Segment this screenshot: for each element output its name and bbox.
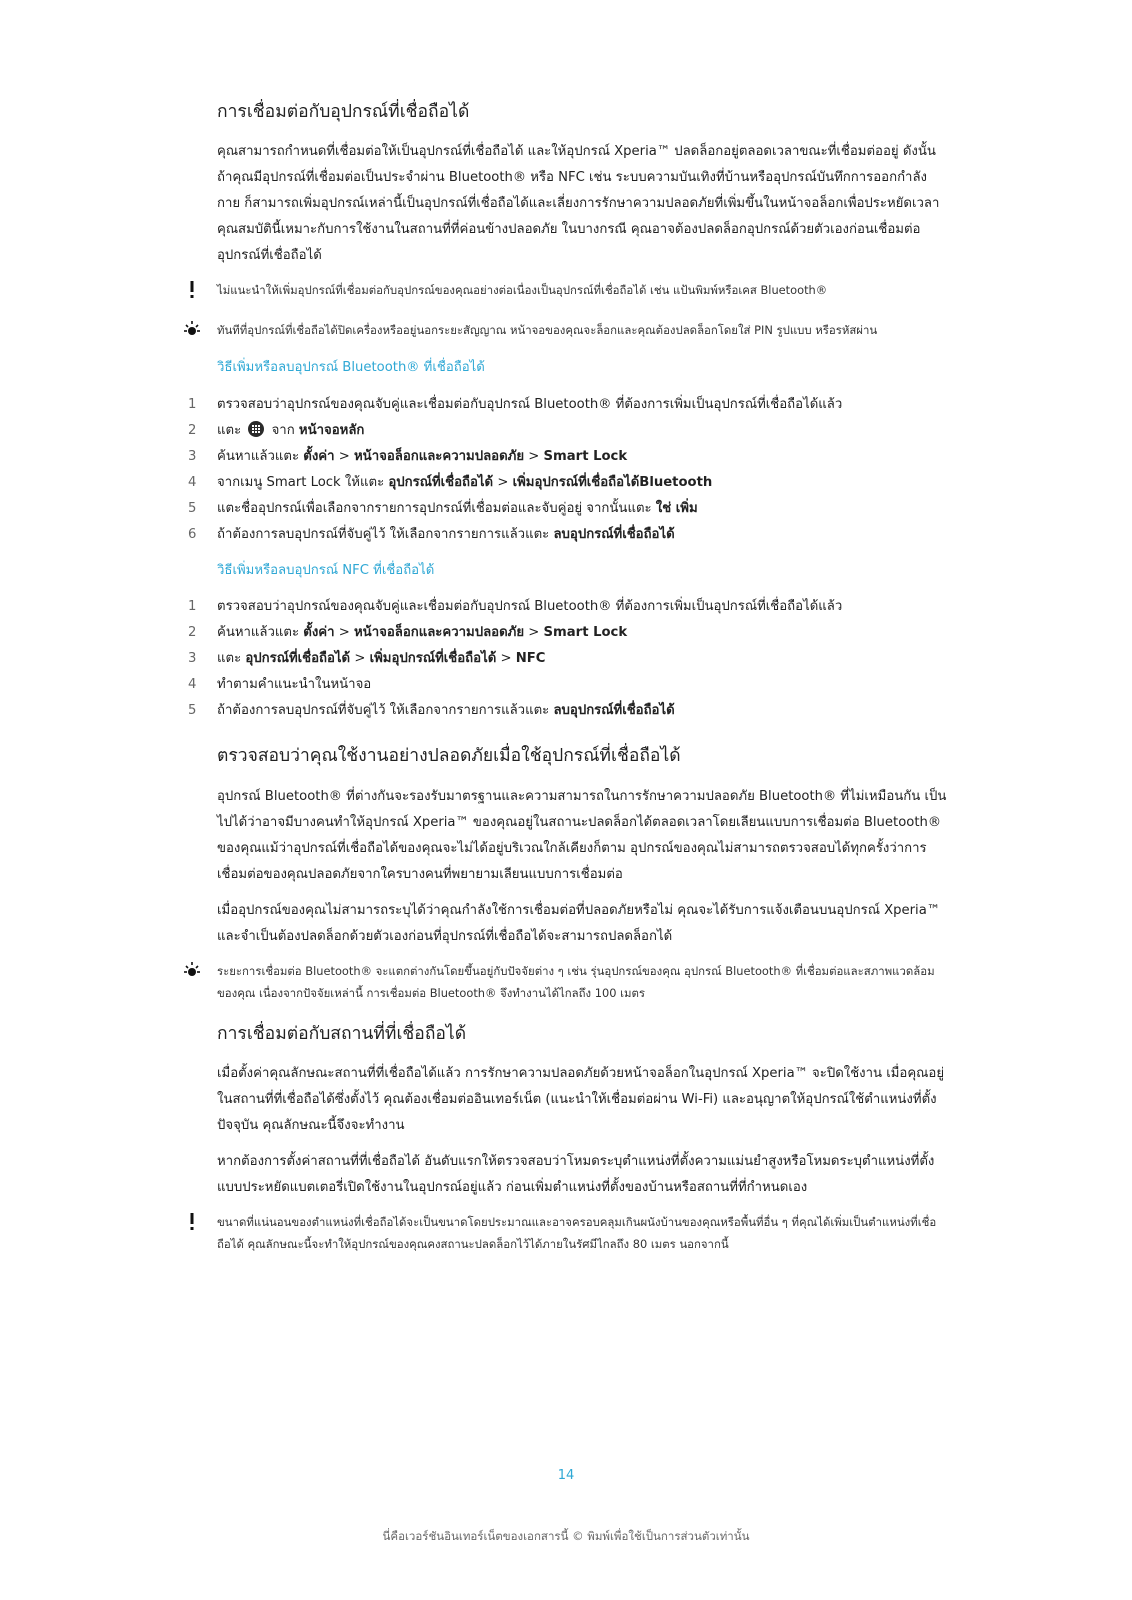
nfc-steps xyxy=(188,594,947,724)
section-title-trusted-devices: การเชื่อมต่อกับอุปกรณ์ที่เชื่อถือได้ xyxy=(217,102,470,122)
list-item: 4 ทำตามคำแนะนำในหน้าจอ xyxy=(188,677,372,693)
page-footer: นี่คือเวอร์ชันอินเทอร์เน็ตของเอกสารนี้ © พิมพ์เพื่อใช้เป็นการส่วนตัวเท่านั้น xyxy=(382,1529,750,1543)
list-item: 1 ตรวจสอบว่าอุปกรณ์ของคุณจับคู่และเชื่อมต่อกับอุปกรณ์ Bluetooth® ที่ต้องการเพิ่มเป็นอุปกรณ์ที่เชื่อถือได้แล้ว xyxy=(188,599,843,615)
procedure-title-nfc: วิธีเพิ่มหรือลบอุปกรณ์ NFC ที่เชื่อถือได้ xyxy=(217,562,435,578)
section-title-secure-use: ตรวจสอบว่าคุณใช้งานอย่างปลอดภัยเมื่อใช้อุปกรณ์ที่เชื่อถือได้ xyxy=(217,746,681,767)
lightbulb-icon xyxy=(181,960,203,982)
list-item: 2 ค้นหาแล้วแตะ ตั้งค่า > หน้าจอล็อกและความปลอดภัย > Smart Lock xyxy=(188,625,628,641)
tip-note xyxy=(217,960,947,1004)
warning-note-text: ขนาดที่แน่นอนของตำแหน่งที่เชื่อถือได้จะเป็นขนาดโดยประมาณและอาจครอบคลุมเกินผนังบ้านของคุณหรือพื้นที่อื่น ๆ ที่คุณได้เพิ่มเป็นตำแหน่งที่เชื่อถือได้ คุณลักษณะนี้จะทำให้อุปกรณ์ของคุณคงสถานะปลดล็อกไว้ได้ภายในรัศมีไกลถึง 80 เมตร นอกจากนี้ xyxy=(217,1215,937,1252)
trusted-places-paragraph-1: เมื่อตั้งค่าคุณลักษณะสถานที่ที่เชื่อถือได้แล้ว การรักษาความปลอดภัยด้วยหน้าจอล็อกในอุปกรณ์ Xperia™ จะปิดใช้งาน เมื่อคุณอยู่ในสถานที่ที่เชื่อถือได้ซึ่งตั้งไว้ คุณต้องเชื่อมต่ออินเทอร์เน็ต (แนะนำให้เชื่อมต่อผ่าน Wi-Fi) และอนุญาตให้อุปกรณ์ใช้ตำแหน่งที่ตั้งปัจจุบัน คุณลักษณะนี้จึงจะทำงาน xyxy=(217,1066,945,1134)
trusted-devices-paragraph: คุณสามารถกำหนดที่เชื่อมต่อให้เป็นอุปกรณ์ที่เชื่อถือได้ และให้อุปกรณ์ Xperia™ ปลดล็อกอยู่ตลอดเวลาขณะที่เชื่อมต่ออยู่ ดังนั้น ถ้าคุณมีอุปกรณ์ที่เชื่อมต่อเป็นประจำผ่าน Bluetooth® หรือ NFC เช่น ระบบความบันเทิงที่บ้านหรืออุปกรณ์บันทึกการออกกำลังกาย ก็สามารถเพิ่มอุปกรณ์เหล่านี้เป็นอุปกรณ์ที่เชื่อถือได้และเลี่ยงการรักษาความปลอดภัยที่เพิ่มขึ้นในหน้าจอล็อกเพื่อประหยัดเวลา คุณสมบัตินี้เหมาะกับการใช้งานในสถานที่ที่ค่อนข้างปลอดภัย ในบางกรณี คุณอาจต้องปลดล็อกอุปกรณ์ด้วยตัวเองก่อนเชื่อมต่ออุปกรณ์ที่เชื่อถือได้ xyxy=(217,144,940,264)
tip-note-text: ทันทีที่อุปกรณ์ที่เชื่อถือได้ปิดเครื่องหรืออยู่นอกระยะสัญญาณ หน้าจอของคุณจะล็อกและคุณต้องปลดล็อกโดยใส่ PIN รูปแบบ หรือรหัสผ่าน xyxy=(217,323,878,338)
list-item: 1 ตรวจสอบว่าอุปกรณ์ของคุณจับคู่และเชื่อมต่อกับอุปกรณ์ Bluetooth® ที่ต้องการเพิ่มเป็นอุปกรณ์ที่เชื่อถือได้แล้ว xyxy=(188,396,843,412)
app-screen-icon xyxy=(248,421,264,437)
list-item: 3 แตะ อุปกรณ์ที่เชื่อถือได้ > เพิ่มอุปกรณ์ที่เชื่อถือได้ > NFC xyxy=(188,651,546,667)
warning-note xyxy=(217,279,947,301)
warning-note xyxy=(217,1211,947,1255)
exclamation-icon xyxy=(181,279,203,301)
page-number: 14 xyxy=(557,1468,575,1483)
procedure-title-bluetooth: วิธีเพิ่มหรือลบอุปกรณ์ Bluetooth® ที่เชื่อถือได้ xyxy=(217,360,485,376)
tip-note-text: ระยะการเชื่อมต่อ Bluetooth® จะแตกต่างกันโดยขึ้นอยู่กับปัจจัยต่าง ๆ เช่น รุ่นอุปกรณ์ของคุณ อุปกรณ์ Bluetooth® ที่เชื่อมต่อและสภาพแวดล้อมของคุณ เนื่องจากปัจจัยเหล่านี้ การเชื่อมต่อ Bluetooth® จึงทำงานได้ไกลถึง 100 เมตร xyxy=(217,963,935,1000)
list-item: 6 ถ้าต้องการลบอุปกรณ์ที่จับคู่ไว้ ให้เลือกจากรายการแล้วแตะ ลบอุปกรณ์ที่เชื่อถือได้ xyxy=(188,526,675,542)
list-item: 4 จากเมนู Smart Lock ให้แตะ อุปกรณ์ที่เชื่อถือได้ > เพิ่มอุปกรณ์ที่เชื่อถือได้Bluetooth xyxy=(188,474,713,490)
warning-note-text: ไม่แนะนำให้เพิ่มอุปกรณ์ที่เชื่อมต่อกับอุปกรณ์ของคุณอย่างต่อเนื่องเป็นอุปกรณ์ที่เชื่อถือได้ เช่น แป้นพิมพ์หรือเคส Bluetooth® xyxy=(217,283,828,298)
exclamation-icon xyxy=(181,1211,203,1233)
bluetooth-steps xyxy=(188,392,947,548)
list-item: 2 แตะ จาก หน้าจอหลัก xyxy=(188,422,365,438)
list-item: 5 ถ้าต้องการลบอุปกรณ์ที่จับคู่ไว้ ให้เลือกจากรายการแล้วแตะ ลบอุปกรณ์ที่เชื่อถือได้ xyxy=(188,703,675,719)
lightbulb-icon xyxy=(181,319,203,341)
secure-use-paragraph-2: เมื่ออุปกรณ์ของคุณไม่สามารถระบุได้ว่าคุณกำลังใช้การเชื่อมต่อที่ปลอดภัยหรือไม่ คุณจะได้รับการแจ้งเตือนบนอุปกรณ์ Xperia™ และจำเป็นต้องปลดล็อกด้วยตัวเองก่อนที่อุปกรณ์ที่เชื่อถือได้จะสามารถปลดล็อกได้ xyxy=(217,902,940,944)
trusted-places-paragraph-2: หากต้องการตั้งค่าสถานที่ที่เชื่อถือได้ อันดับแรกให้ตรวจสอบว่าโหมดระบุตำแหน่งที่ตั้งความแม่นยำสูงหรือโหมดระบุตำแหน่งที่ตั้งแบบประหยัดแบตเตอรี่เปิดใช้งานในอุปกรณ์อยู่แล้ว ก่อนเพิ่มตำแหน่งที่ตั้งของบ้านหรือสถานที่ที่กำหนดเอง xyxy=(217,1154,935,1196)
secure-use-paragraph-1: อุปกรณ์ Bluetooth® ที่ต่างกันจะรองรับมาตรฐานและความสามารถในการรักษาความปลอดภัย Bluetooth® ที่ไม่เหมือนกัน เป็นไปได้ว่าอาจมีบางคนทำให้อุปกรณ์ Xperia™ ของคุณอยู่ในสถานะปลดล็อกได้ตลอดเวลาโดยเลียนแบบการเชื่อมต่อ Bluetooth® ของคุณแม้ว่าอุปกรณ์ที่เชื่อถือได้ของคุณจะไม่ได้อยู่บริเวณใกล้เคียงก็ตาม อุปกรณ์ของคุณไม่สามารถตรวจสอบได้ทุกครั้งว่าการเชื่อมต่อของคุณปลอดภัยจากใครบางคนที่พยายามเลียนแบบการเชื่อมต่อ xyxy=(217,788,947,882)
section-title-trusted-places: การเชื่อมต่อกับสถานที่ที่เชื่อถือได้ xyxy=(217,1023,467,1044)
list-item: 3 ค้นหาแล้วแตะ ตั้งค่า > หน้าจอล็อกและความปลอดภัย > Smart Lock xyxy=(188,448,628,464)
list-item: 5 แตะชื่ออุปกรณ์เพื่อเลือกจากรายการอุปกรณ์ที่เชื่อมต่อและจับคู่อยู่ จากนั้นแตะ ใช่ เพิ่ม xyxy=(188,500,698,516)
page-content xyxy=(188,100,947,1273)
tip-note xyxy=(217,319,947,341)
